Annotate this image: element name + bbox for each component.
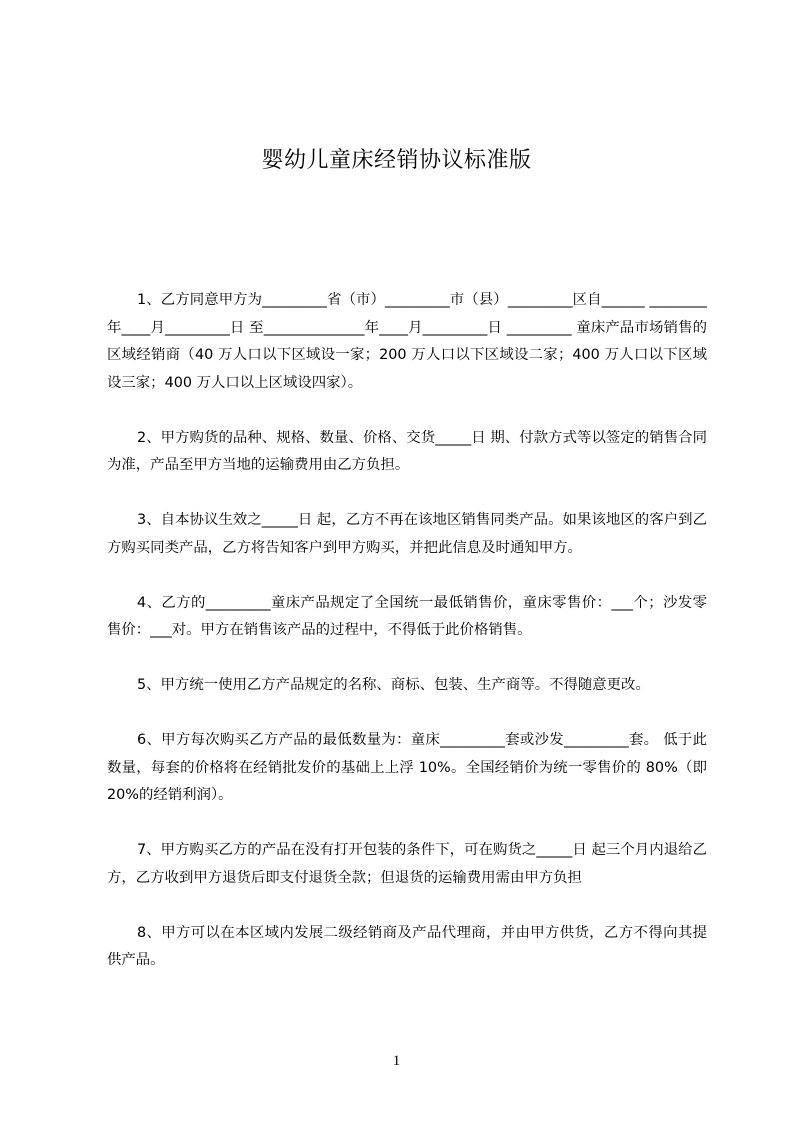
document-body — [107, 287, 707, 1002]
clause-6: 6、甲方每次购买乙方产品的最低数量为：童床_________套或沙发_________套。 低于此数量，每套的价格将在经销批发价的基础上上浮 10%。全国经销价为统一零售价的 80%（即 20%的经销利润）。 — [107, 732, 707, 803]
document-title: 婴幼儿童床经销协议标准版 — [261, 148, 532, 173]
clause-1: 1、乙方同意甲方为_________省（市）_________市（县）_________区自______ ________年____月_________日 至______________年____月_________日 _________ 童床产品市场销售的区域经销商（40 万人口以下区域设一家；200 万人口以下区域设二家；400 万人口以下区域设三家；400 万人口以上区域设四家）。 — [107, 292, 707, 391]
clause-7: 7、甲方购买乙方的产品在没有打开包装的条件下，可在购货之_____日 起三个月内退给乙方，乙方收到甲方退货后即支付退货全款；但退货的运输费用需由甲方负担 — [107, 842, 707, 886]
page-number: 1 — [392, 1053, 401, 1069]
clause-3: 3、自本协议生效之_____日 起，乙方不再在该地区销售同类产品。如果该地区的客户到乙方购买同类产品，乙方将告知客户到甲方购买，并把此信息及时通知甲方。 — [107, 512, 707, 556]
clause-5: 5、甲方统一使用乙方产品规定的名称、商标、包装、生产商等。不得随意更改。 — [137, 677, 650, 693]
clause-2: 2、甲方购货的品种、规格、数量、价格、交货_____日 期、付款方式等以签定的销售合同为准，产品至甲方当地的运输费用由乙方负担。 — [107, 429, 707, 473]
clause-8: 8、甲方可以在本区域内发展二级经销商及产品代理商，并由甲方供货，乙方不得向其提供产品。 — [107, 924, 707, 968]
clause-4: 4、乙方的_________童床产品规定了全国统一最低销售价，童床零售价：___个；沙发零售价：___对。甲方在销售该产品的过程中，不得低于此价格销售。 — [107, 594, 707, 638]
